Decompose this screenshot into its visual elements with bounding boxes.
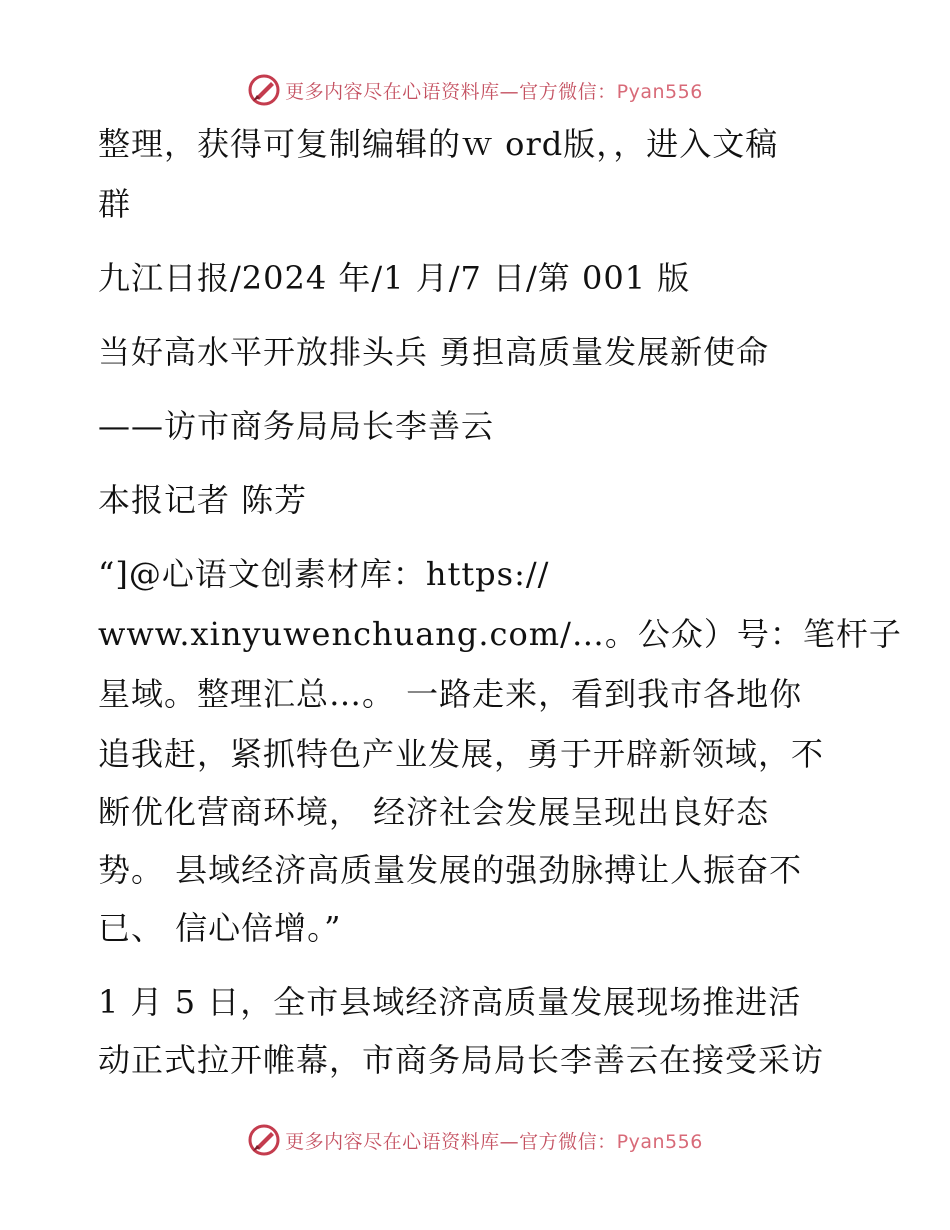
text-line: www.xinyuwenchuang.com/…。公众）号：笔杆子 (98, 615, 902, 653)
logo-icon (247, 73, 281, 107)
byline: 本报记者 陈芳 (98, 481, 308, 519)
text-line: 已、 信心倍增。” (98, 909, 342, 947)
text-line: 群 (98, 185, 132, 223)
text-line: 断优化营商环境， 经济社会发展呈现出良好态 (98, 793, 770, 831)
subheadline: ——访市商务局局长李善云 (98, 407, 495, 445)
logo-icon (247, 1123, 281, 1157)
wechat-handle: Pyan556 (616, 1130, 703, 1153)
text-line: 追我赶，紧抓特色产业发展，勇于开辟新领域，不 (98, 735, 825, 773)
footer-banner (0, 1120, 950, 1160)
headline: 当好高水平开放排头兵 勇担高质量发展新使命 (98, 333, 770, 371)
text-line: 1 月 5 日，全市县域经济高质量发展现场推进活 (98, 983, 802, 1021)
text-line: 整理，获得可复制编辑的ｗ ord版，，进入文稿 (98, 125, 779, 163)
header-banner (0, 70, 950, 110)
banner-text: 更多内容尽在心语资料库—官方微信：Pyan556 (285, 1130, 703, 1153)
text-line: 势。 县域经济高质量发展的强劲脉搏让人振奋不 (98, 851, 803, 889)
text-line: 九江日报/2024 年/1 月/7 日/第 001 版 (98, 259, 691, 297)
text-line: 动正式拉开帷幕，市商务局局长李善云在接受采访 (98, 1041, 825, 1079)
text-line: “]@心语文创素材库：https:// (98, 555, 550, 593)
banner-text: 更多内容尽在心语资料库—官方微信：Pyan556 (285, 80, 703, 103)
text-line: 星域。整理汇总…。 一路走来，看到我市各地你 (98, 675, 803, 713)
wechat-handle: Pyan556 (616, 80, 703, 103)
